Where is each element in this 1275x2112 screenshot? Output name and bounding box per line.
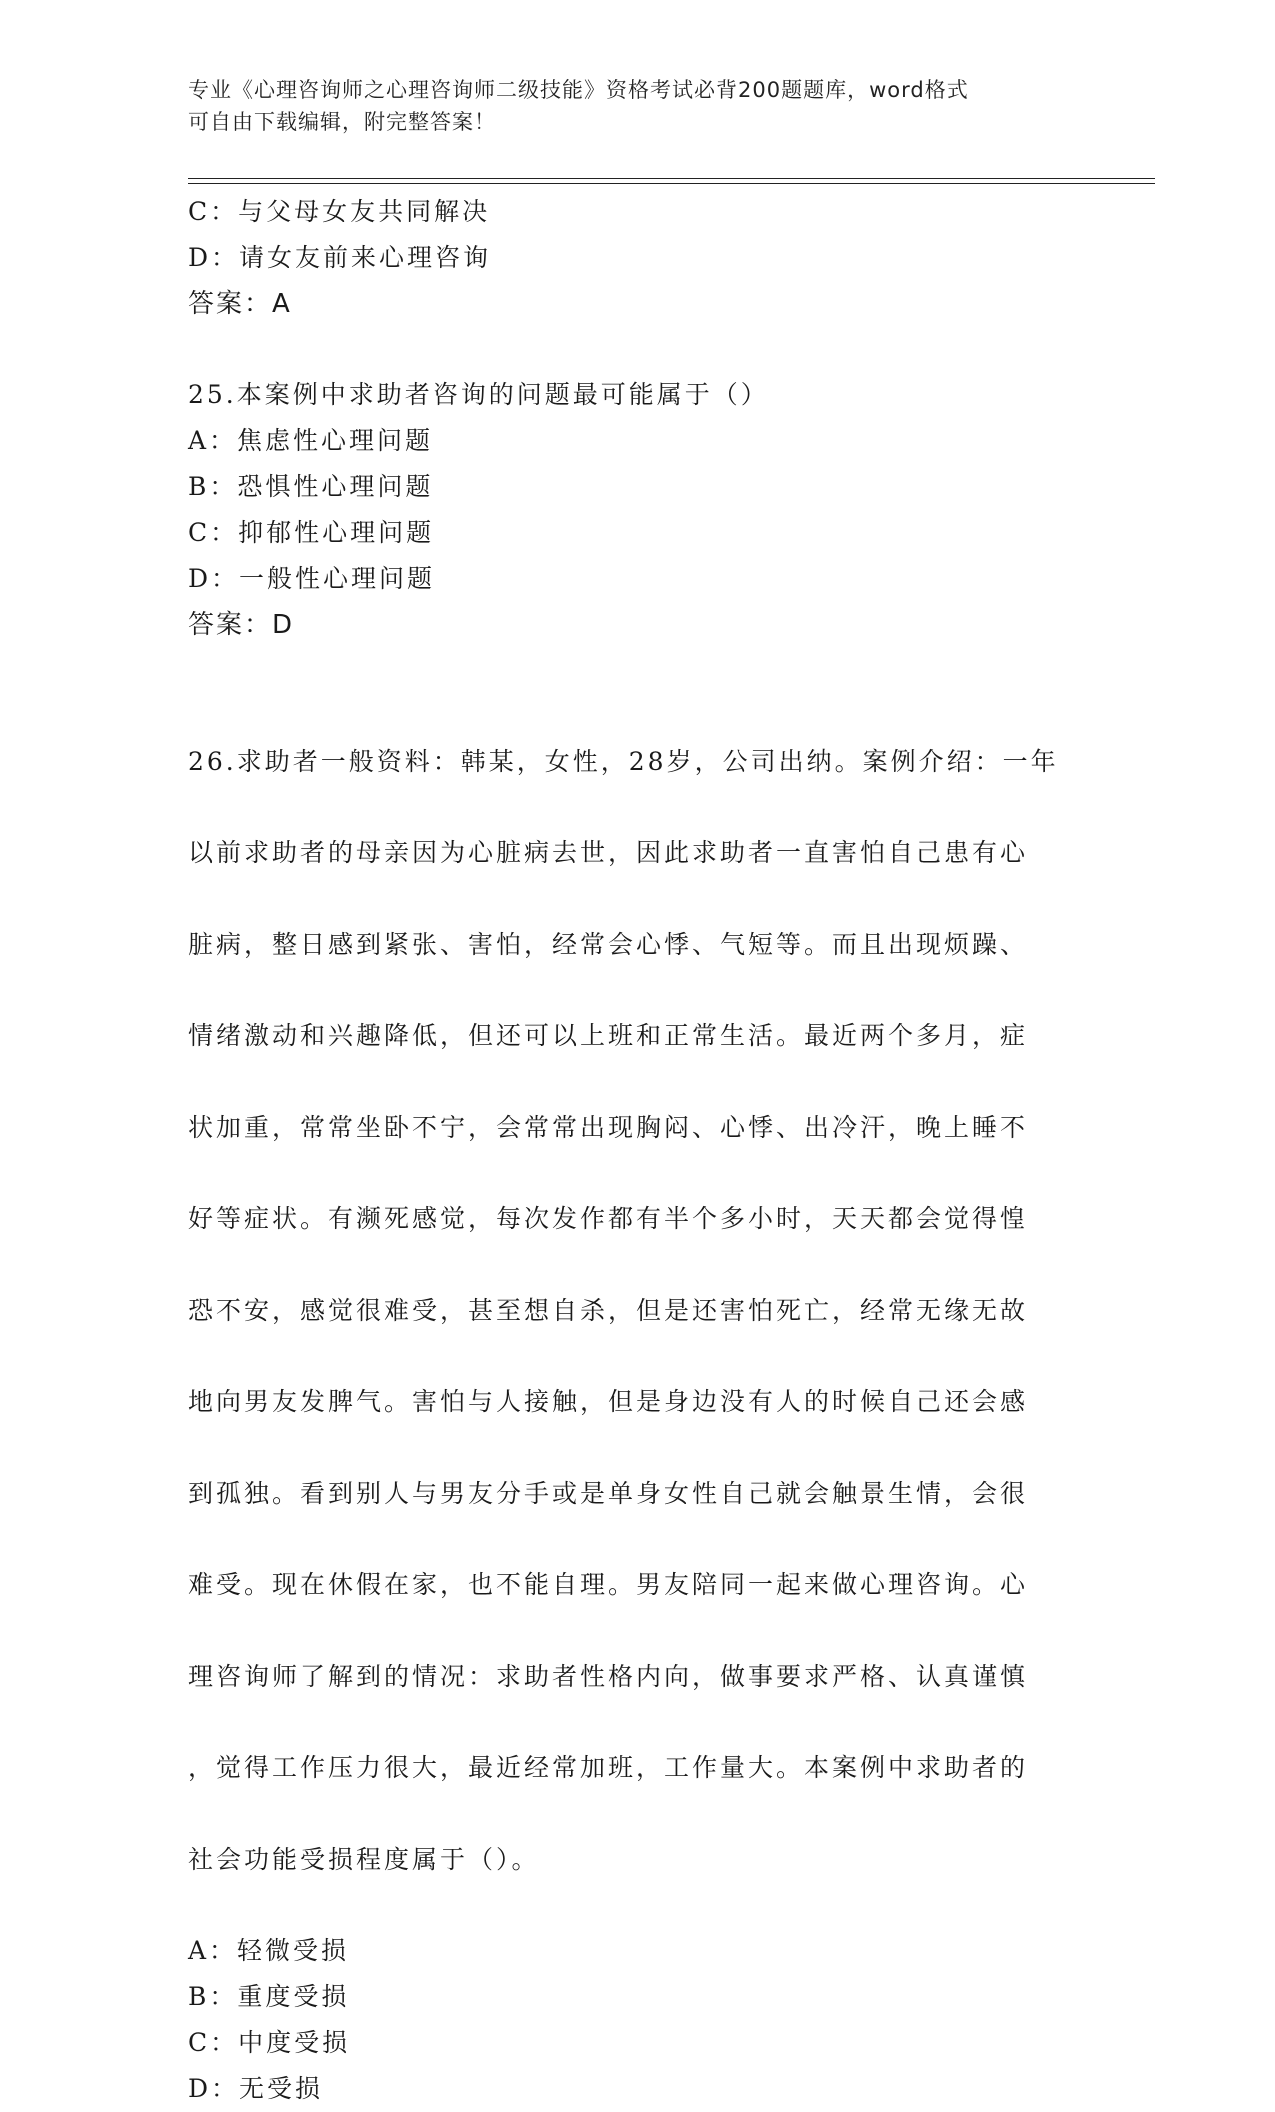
document-body (188, 189, 1088, 2112)
option-b: B：恐惧性心理问题 (188, 472, 434, 501)
stem-line: 好等症状。有濒死感觉，每次发作都有半个多小时，天天都会觉得惶 (188, 1204, 1029, 1233)
stem-line: 以前求助者的母亲因为心脏病去世，因此求助者一直害怕自己患有心 (188, 838, 1029, 867)
option-d: D：一般性心理问题 (188, 564, 436, 593)
spacer (188, 648, 1088, 693)
spacer (188, 327, 1088, 372)
stem-line: 到孤独。看到别人与男友分手或是单身女性自己就会触景生情，会很 (188, 1478, 1029, 1508)
option-c: C：与父母女友共同解决 (188, 197, 491, 226)
option-d: D：无受损 (188, 2074, 324, 2103)
stem-line: 状加重，常常坐卧不宁，会常常出现胸闷、心悸、出冷汗，晚上睡不 (188, 1112, 1029, 1142)
option-b: B：重度受损 (188, 1982, 350, 2011)
question-stem: 25.本案例中求助者咨询的问题最可能属于（） (188, 380, 769, 409)
option-a: A：轻微受损 (188, 1936, 350, 1965)
stem-line: 情绪激动和兴趣降低，但还可以上班和正常生活。最近两个多月，症 (188, 1021, 1029, 1050)
question-26 (188, 693, 1088, 2112)
stem-line: ，觉得工作压力很大，最近经常加班，工作量大。本案例中求助者的 (188, 1753, 1029, 1782)
option-c: C：抑郁性心理问题 (188, 518, 435, 547)
header-line-2: 可自由下载编辑，附完整答案！ (188, 110, 496, 134)
stem-line: 社会功能受损程度属于（）。 (188, 1844, 540, 1874)
stem-line: 26.求助者一般资料：韩某，女性，28岁，公司出纳。案例介绍：一年 (188, 746, 1059, 776)
header-divider-top (188, 178, 1155, 179)
question-25 (188, 372, 1088, 648)
document-header (188, 74, 1088, 138)
stem-line: 恐不安，感觉很难受，甚至想自杀，但是还害怕死亡，经常无缘无故 (188, 1295, 1029, 1325)
answer-line: 答案：A (188, 289, 292, 319)
option-c: C：中度受损 (188, 2028, 351, 2057)
header-divider-bottom (188, 183, 1155, 184)
answer-line: 答案：D (188, 610, 295, 640)
stem-line: 脏病，整日感到紧张、害怕，经常会心悸、气短等。而且出现烦躁、 (188, 929, 1029, 959)
stem-line: 地向男友发脾气。害怕与人接触，但是身边没有人的时候自己还会感 (188, 1387, 1029, 1416)
stem-line: 理咨询师了解到的情况：求助者性格内向，做事要求严格、认真谨慎 (188, 1661, 1029, 1691)
stem-line: 难受。现在休假在家，也不能自理。男友陪同一起来做心理咨询。心 (188, 1570, 1029, 1599)
header-line-1: 专业《心理咨询师之心理咨询师二级技能》资格考试必背200题题库，word格式 (188, 78, 969, 102)
option-d: D：请女友前来心理咨询 (188, 243, 492, 272)
question-stem (188, 693, 1088, 1928)
question-24-tail (188, 189, 1088, 327)
option-a: A：焦虑性心理问题 (188, 426, 434, 455)
